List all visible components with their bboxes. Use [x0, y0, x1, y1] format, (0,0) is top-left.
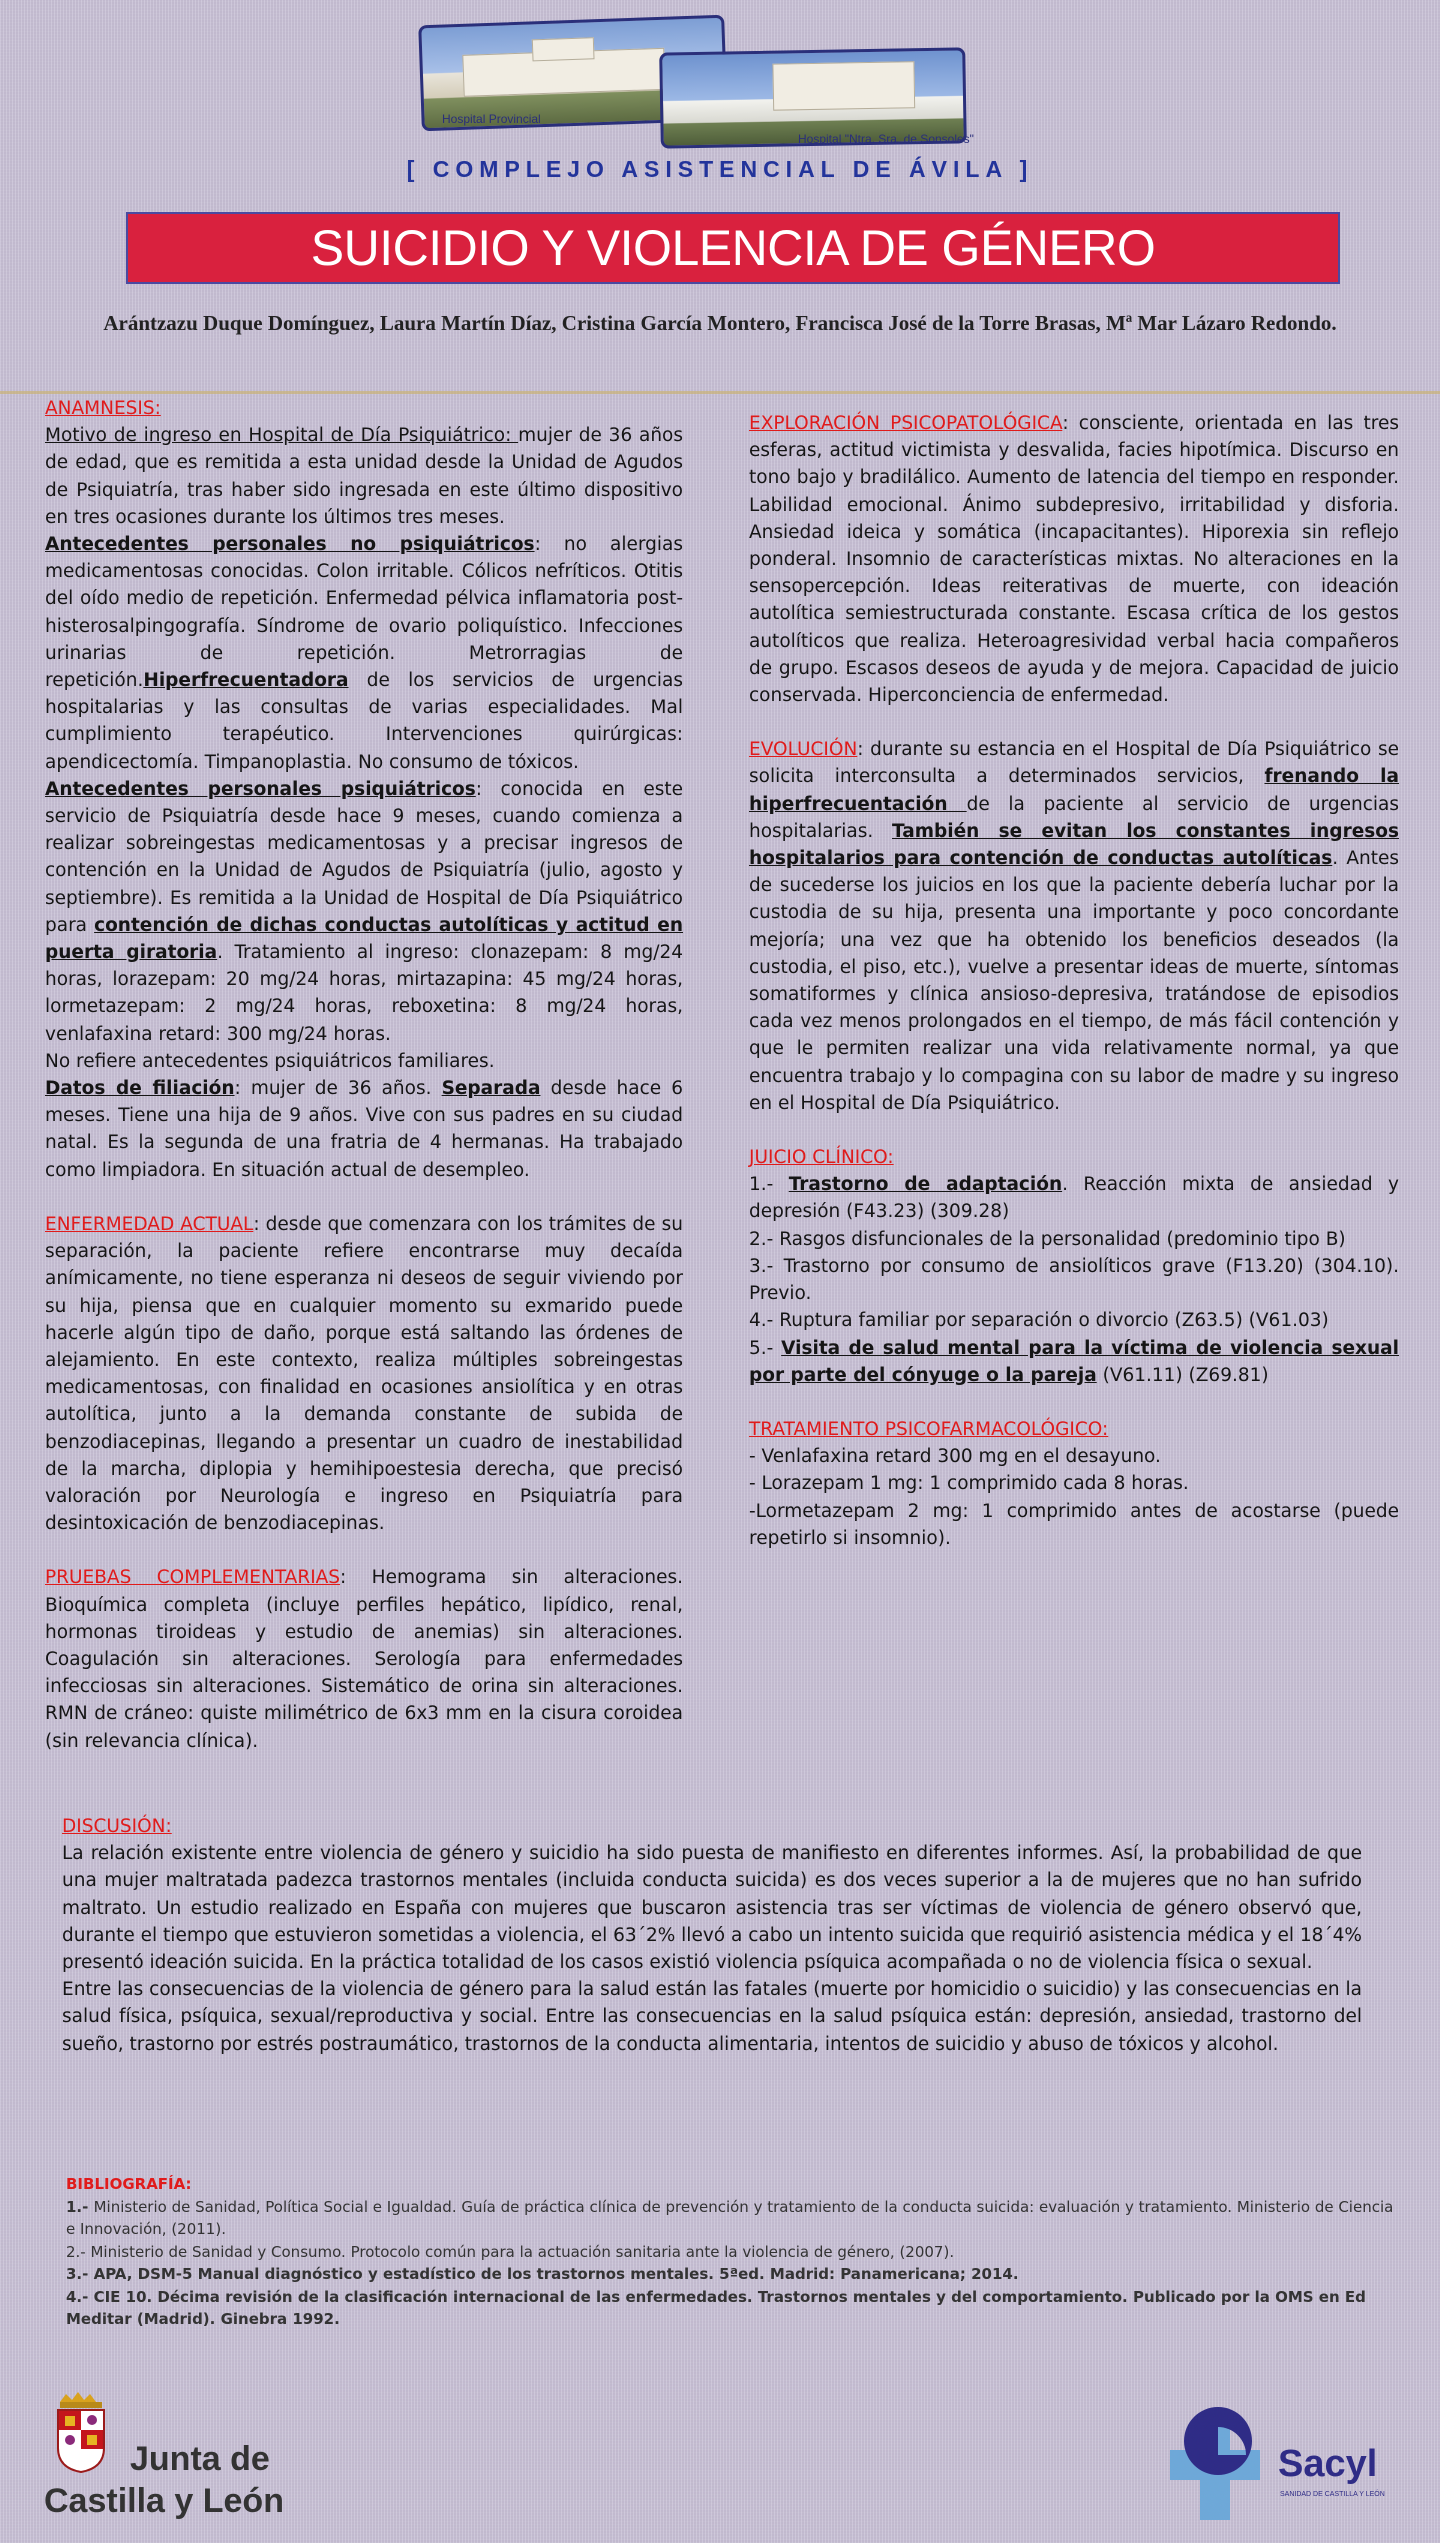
- separada: Separada: [441, 1078, 541, 1100]
- juicio-item4: 4.- Ruptura familiar por separación o divorcio (Z63.5) (V61.03): [749, 1310, 1329, 1332]
- enfermedad-heading: ENFERMEDAD ACTUAL: [45, 1213, 254, 1235]
- ant-no-psiq-label: Antecedentes personales no psiquiátricos: [45, 534, 535, 556]
- tratamiento-heading: TRATAMIENTO PSICOFARMACOLÓGICO:: [749, 1418, 1109, 1440]
- filiacion-text: : mujer de 36 años.: [234, 1078, 442, 1100]
- sacyl-subtitle: SANIDAD DE CASTILLA Y LEÓN: [1280, 2491, 1385, 2498]
- complex-title: [ COMPLEJO ASISTENCIAL DE ÁVILA ]: [406, 156, 1034, 182]
- bibliografia-heading: BIBLIOGRAFÍA:: [66, 2175, 192, 2193]
- ant-psiq-bold: contención de dichas conductas autolíticas y actitud en puerta giratoria: [45, 914, 683, 964]
- evolucion-text2: de la paciente al servicio de urgencias hospitalarias.: [749, 793, 1399, 842]
- sacyl-logo: [1170, 2405, 1410, 2523]
- ant-psiq-text: : conocida en este servicio de Psiquiatría desde hace 9 meses, cuando comienza a realizar sobreingestas medicamentosas y a precisar ingresos de contención en la Unidad de Agudos de Psiquiatría (julio, agosto y septiembre). Es remitida a la Unidad de Hospital de Día Psiquiátrico para: [45, 778, 684, 936]
- evolucion-section: [749, 736, 1399, 1117]
- evolucion-heading: EVOLUCIÓN: [749, 739, 858, 761]
- juicio-item5-bold: Visita de salud mental para la víctima de violencia sexual por parte del cónyuge o la pareja: [749, 1337, 1399, 1386]
- evolucion-bold2: También se evitan los constantes ingresos hospitalarios para contención de conductas autolíticas: [749, 820, 1399, 870]
- anamnesis-heading: ANAMNESIS:: [45, 398, 161, 419]
- title-bar: [126, 212, 1340, 284]
- left-column: [45, 395, 683, 1755]
- juicio-item2: 2.- Rasgos disfuncionales de la personalidad (predominio tipo B): [749, 1228, 1346, 1250]
- discusion-p1: La relación existente entre violencia de género y suicidio ha sido puesta de manifiesto en diferentes informes. Así, la probabilidad de que una mujer maltratada padezca trastornos mentales (incluida conducta suicida) es dos veces superior a la de mujeres que no han sufrido maltrato. Un estudio realizado en España con mujeres que buscaron asistencia tras ser víctimas de violencia de género observó que, durante el tiempo que estuvieron sometidas a violencia, el 63´2% llevó a cabo un intento suicida que requirió asistencia médica y el 18´4% presentó ideación suicida. En la práctica totalidad de los casos existió violencia psíquica acompañada o no de violencia física o sexual.: [62, 1843, 1362, 1974]
- motivo-label: Motivo de ingreso en Hospital de Día Psiquiátrico:: [45, 425, 519, 447]
- junta-castilla-leon-logo: [42, 2388, 302, 2528]
- authors: Arántzazu Duque Domínguez, Laura Martín Díaz, Cristina García Montero, Francisca José de la Torre Brasas, Mª Mar Lázaro Redondo.: [103, 311, 1337, 335]
- hospital1-caption: Hospital Provincial: [442, 112, 541, 126]
- ref-4: 4.- CIE 10. Décima revisión de la clasificación internacional de las enfermedades. Trastornos mentales y del comportamiento. Publicado por la OMS en Ed Meditar (Madrid). Ginebra 1992.: [66, 2287, 1366, 2328]
- juicio-item1-text: . Reacción mixta de ansiedad y depresión (F43.23) (309.28): [749, 1174, 1399, 1223]
- evolucion-bold1: frenando la hiperfrecuentación: [749, 766, 1399, 815]
- divider: [0, 391, 1440, 394]
- jcyl-line2: Castilla y León: [44, 2482, 284, 2520]
- filiacion-label: Datos de filiación: [45, 1078, 235, 1100]
- exploracion-text: : consciente, orientada en las tres esferas, actitud victimista y desvalida, facies hipotímica. Discurso en tono bajo y bradilálico. Aumento de latencia del tiempo en responder. Labilidad emocional. Ánimo subdepresivo, irritabilidad y disforia. Ansiedad ideica y somática (incapacitantes). Hiporexia sin reflejo ponderal. Insomnio de características mixtas. No alteraciones en la sensopercepción. Ideas reiterativas de muerte, con ideación autolítica semiestructurada constante. Escasa crítica de los gestos autolíticos que realiza. Heteroagresividad verbal hacia compañeros de grupo. Escasos deseos de ayuda y de mejora. Capacidad de juicio conservada. Hiperconciencia de enfermedad.: [749, 413, 1399, 707]
- coat-of-arms-icon: [58, 2392, 104, 2472]
- hospital-photos: [420, 20, 980, 150]
- pruebas-heading: PRUEBAS COMPLEMENTARIAS: [45, 1567, 341, 1589]
- ref-3: 3.- APA, DSM-5 Manual diagnóstico y estadístico de los trastornos mentales. 5ªed. Madrid: Panamericana; 2014.: [66, 2265, 1019, 2283]
- juicio-item1-num: 1.-: [749, 1174, 789, 1196]
- ant-psiq-label: Antecedentes personales psiquiátricos: [45, 778, 476, 800]
- ant-psiq-text2: . Tratamiento al ingreso: clonazepam: 8 mg/24 horas, lorazepam: 20 mg/24 horas, mirtazapina: 45 mg/24 horas, lormetazepam: 2 mg/24 horas, reboxetina: 8 mg/24 horas, venlafaxina retard: 300 mg/24 horas.: [45, 942, 683, 1045]
- filiacion-text2: desde hace 6 meses. Tiene una hija de 9 años. Vive con sus padres en su ciudad natal. Es la segunda de una fratria de 4 hermanas. Ha trabajado como limpiadora. En situación actual de desempleo.: [45, 1078, 683, 1181]
- hospital2-caption: Hospital "Ntra. Sra. de Sonsoles": [798, 132, 974, 146]
- sacyl-text: Sacyl: [1278, 2443, 1378, 2485]
- discusion-heading: DISCUSIÓN:: [62, 1816, 172, 1837]
- motivo-text: mujer de 36 años de edad, que es remitida a esta unidad desde la Unidad de Agudos de Psiquiatría, tras haber sido ingresada en este último dispositivo en tres ocasiones durante los últimos tres meses.: [45, 425, 684, 528]
- tratamiento-item2: - Lorazepam 1 mg: 1 comprimido cada 8 horas.: [749, 1473, 1189, 1495]
- right-column: [749, 410, 1399, 1552]
- ref-2: 2.- Ministerio de Sanidad y Consumo. Protocolo común para la actuación sanitaria ante la violencia de género, (2007).: [66, 2242, 955, 2261]
- juicio-section: [749, 1144, 1399, 1389]
- evolucion-text3: . Antes de sucederse los juicios en los que la paciente debería luchar por la custodia de su hija, presenta una importante y poco concordante mejoría; una vez que ha obtenido los beneficios deseados (la custodia, el piso, etc.), vuelve a presentar ideas de muerte, síntomas somatiformes y clínica ansioso-depresiva, tratándose de episodios cada vez menos prolongados en el tiempo, de más fácil contención y que le permiten realizar una vida relativamente normal, ya que encuentra trabajo y lo compagina con su labor de madre y su ingreso en el Hospital de Día Psiquiátrico.: [749, 848, 1400, 1114]
- juicio-item1-bold: Trastorno de adaptación: [788, 1174, 1063, 1196]
- tratamiento-section: [749, 1416, 1399, 1552]
- no-familiares: No refiere antecedentes psiquiátricos familiares.: [45, 1050, 495, 1072]
- exploracion-heading: EXPLORACIÓN PSICOPATOLÓGICA: [749, 413, 1063, 434]
- anamnesis-section: [45, 395, 683, 1184]
- enfermedad-section: [45, 1211, 683, 1537]
- sacyl-cross-icon: [1170, 2405, 1280, 2523]
- juicio-item3: 3.- Trastorno por consumo de ansiolíticos grave (F13.20) (304.10). Previo.: [749, 1255, 1399, 1305]
- jcyl-line1: Junta de: [130, 2440, 270, 2478]
- poster-title: SUICIDIO Y VIOLENCIA DE GÉNERO: [310, 220, 1156, 276]
- tratamiento-item1: - Venlafaxina retard 300 mg en el desayuno.: [749, 1446, 1161, 1468]
- exploracion-section: [749, 410, 1399, 709]
- enfermedad-text: : desde que comenzara con los trámites de su separación, la paciente refiere encontrarse muy decaída anímicamente, no tiene esperanza ni deseos de seguir viviendo por su hija, piensa que en cualquier momento su exmarido puede hacerle algún tipo de daño, porque está saltando las órdenes de alejamiento. En este contexto, realiza múltiples sobreingestas medicamentosas, con finalidad en ocasiones ansiolítica y en otras autolítica, junto a la demanda constante de subida de benzodiacepinas, llegando a presentar un cuadro de inestabilidad de la marcha, diplopia y hemihipoestesia derecha, que precisó valoración por Neurología e ingreso en Psiquiatría para desintoxicación de benzodiacepinas.: [45, 1213, 683, 1535]
- hiperfrecuentadora: Hiperfrecuentadora: [143, 670, 349, 692]
- juicio-item5-num: 5.-: [749, 1337, 782, 1359]
- juicio-heading: JUICIO CLÍNICO:: [749, 1147, 894, 1169]
- juicio-item5-text: (V61.11) (Z69.81): [1096, 1364, 1269, 1386]
- pruebas-section: [45, 1564, 683, 1754]
- discusion-p2: Entre las consecuencias de la violencia de género para la salud están las fatales (muerte por homicidio o suicidio) y las consecuencias en la salud física, psíquica, sexual/reproductiva y social. Entre las consecuencias en la salud psíquica están: depresión, ansiedad, trastorno del sueño, trastorno por estrés postraumático, trastornos de la conducta alimentaria, intentos de suicidio y abuso de tóxicos y alcohol.: [62, 1979, 1362, 2055]
- discusion-section: [62, 1813, 1362, 2058]
- bibliografia-section: [66, 2173, 1396, 2331]
- pruebas-text: : Hemograma sin alteraciones. Bioquímica completa (incluye perfiles hepático, lipídico, renal, hormonas tiroideas y estudio de anemias) sin alteraciones. Coagulación sin alteraciones. Serología para enfermedades infecciosas sin alteraciones. Sistemático de orina sin alteraciones. RMN de cráneo: quiste milimétrico de 6x3 mm en la cisura coroidea (sin relevancia clínica).: [45, 1567, 683, 1752]
- tratamiento-item3: -Lormetazepam 2 mg: 1 comprimido antes de acostarse (puede repetirlo si insomnio).: [749, 1500, 1399, 1549]
- ant-no-psiq-text: : no alergias medicamentosas conocidas. Colon irritable. Cólicos nefríticos. Otitis del oído medio de repetición. Enfermedad pélvica inflamatoria post-histerosalpingografía. Síndrome de ovario poliquístico. Infecciones urinarias de repetición. Metrorragias de repetición.: [45, 534, 683, 692]
- ref-1: 1.- Ministerio de Sanidad, Política Social e Igualdad. Guía de práctica clínica de prevención y tratamiento de la conducta suicida: evaluación y tratamiento. Ministerio de Ciencia e Innovación, (2011).: [66, 2197, 1394, 2238]
- evolucion-text1: : durante su estancia en el Hospital de Día Psiquiátrico se solicita interconsulta a determinados servicios,: [749, 739, 1399, 788]
- ant-no-psiq-text2: de los servicios de urgencias hospitalarias y las consultas de varias especialidades. Mal cumplimiento terapéutico. Intervenciones quirúrgicas: apendicectomía. Timpanoplastia. No consumo de tóxicos.: [45, 670, 683, 773]
